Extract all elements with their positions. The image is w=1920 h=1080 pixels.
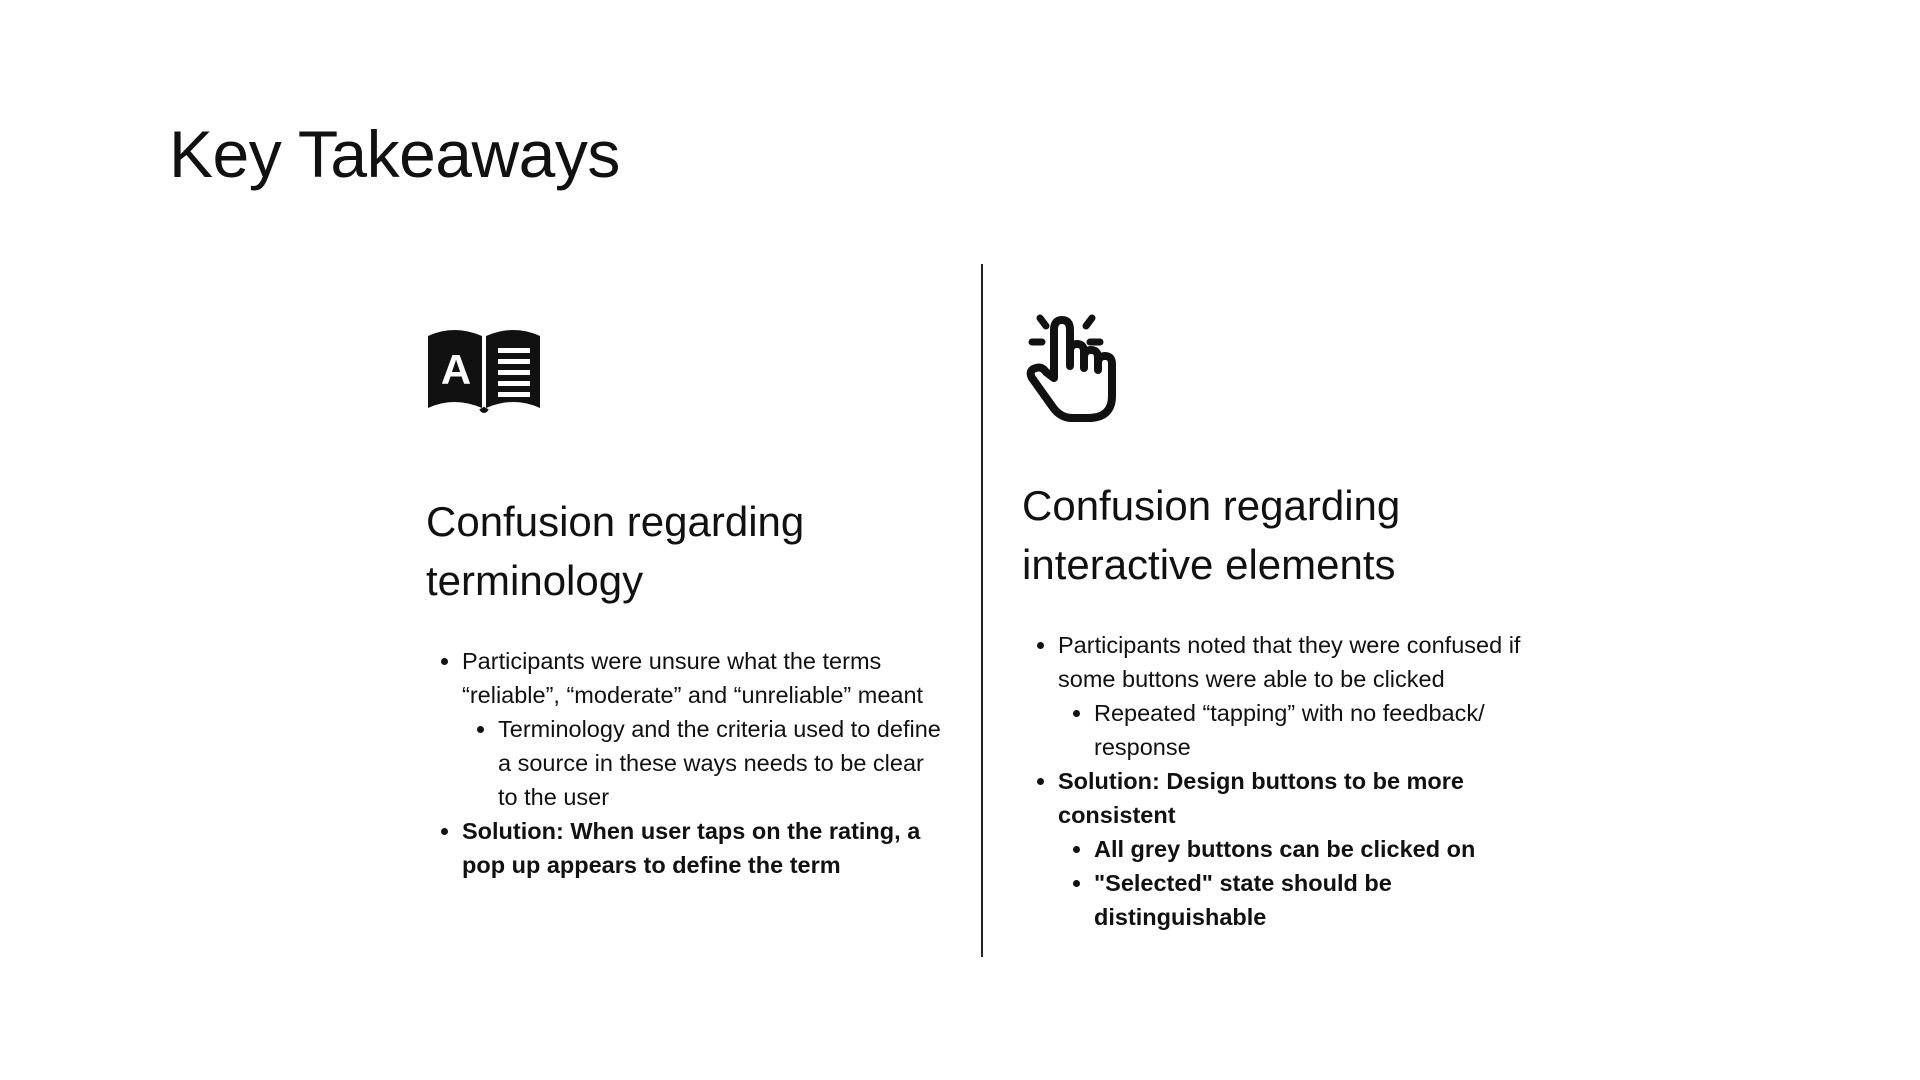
open-book-icon [426,324,946,464]
svg-text:A: A [440,346,472,393]
bullet-text: Participants noted that they were confused if some buttons were able to be clicked [1058,632,1521,692]
tap-hand-icon [1022,308,1542,448]
list-item [462,644,946,814]
bullet-text: Participants were unsure what the terms “reliable”, “moderate” and “unreliable” meant [462,648,924,708]
page-title: Key Takeaways [169,117,620,191]
column-heading-line2: interactive elements [1022,541,1396,588]
list-item [1094,696,1542,764]
bullet-list [426,644,946,882]
solution-text: Solution: Design buttons to be more consistent [1058,768,1465,828]
list-item [1058,628,1542,764]
column-heading [1022,476,1542,594]
takeaway-interactive-elements [1022,300,1542,934]
sub-bullet-text: Terminology and the criteria used to define a source in these ways needs to be clear to the user [498,716,941,810]
column-heading-line2: terminology [426,557,644,604]
list-item [498,712,946,814]
list-item [1094,866,1542,934]
solution-text: Solution: When user taps on the rating, a pop up appears to define the term [462,818,921,878]
bullet-list [1022,628,1542,934]
sub-bullet-text: "Selected" state should be distinguishable [1094,870,1392,930]
column-heading [426,492,946,610]
list-item [1058,764,1542,934]
sub-bullet-text: Repeated “tapping” with no feedback/ response [1094,700,1485,760]
sub-bullet-text: All grey buttons can be clicked on [1094,836,1476,862]
list-item [1094,832,1542,866]
list-item [462,814,946,882]
takeaway-terminology [426,300,946,882]
column-heading-line1: Confusion regarding [1022,482,1401,529]
column-heading-line1: Confusion regarding [426,498,805,545]
column-divider [981,264,983,957]
